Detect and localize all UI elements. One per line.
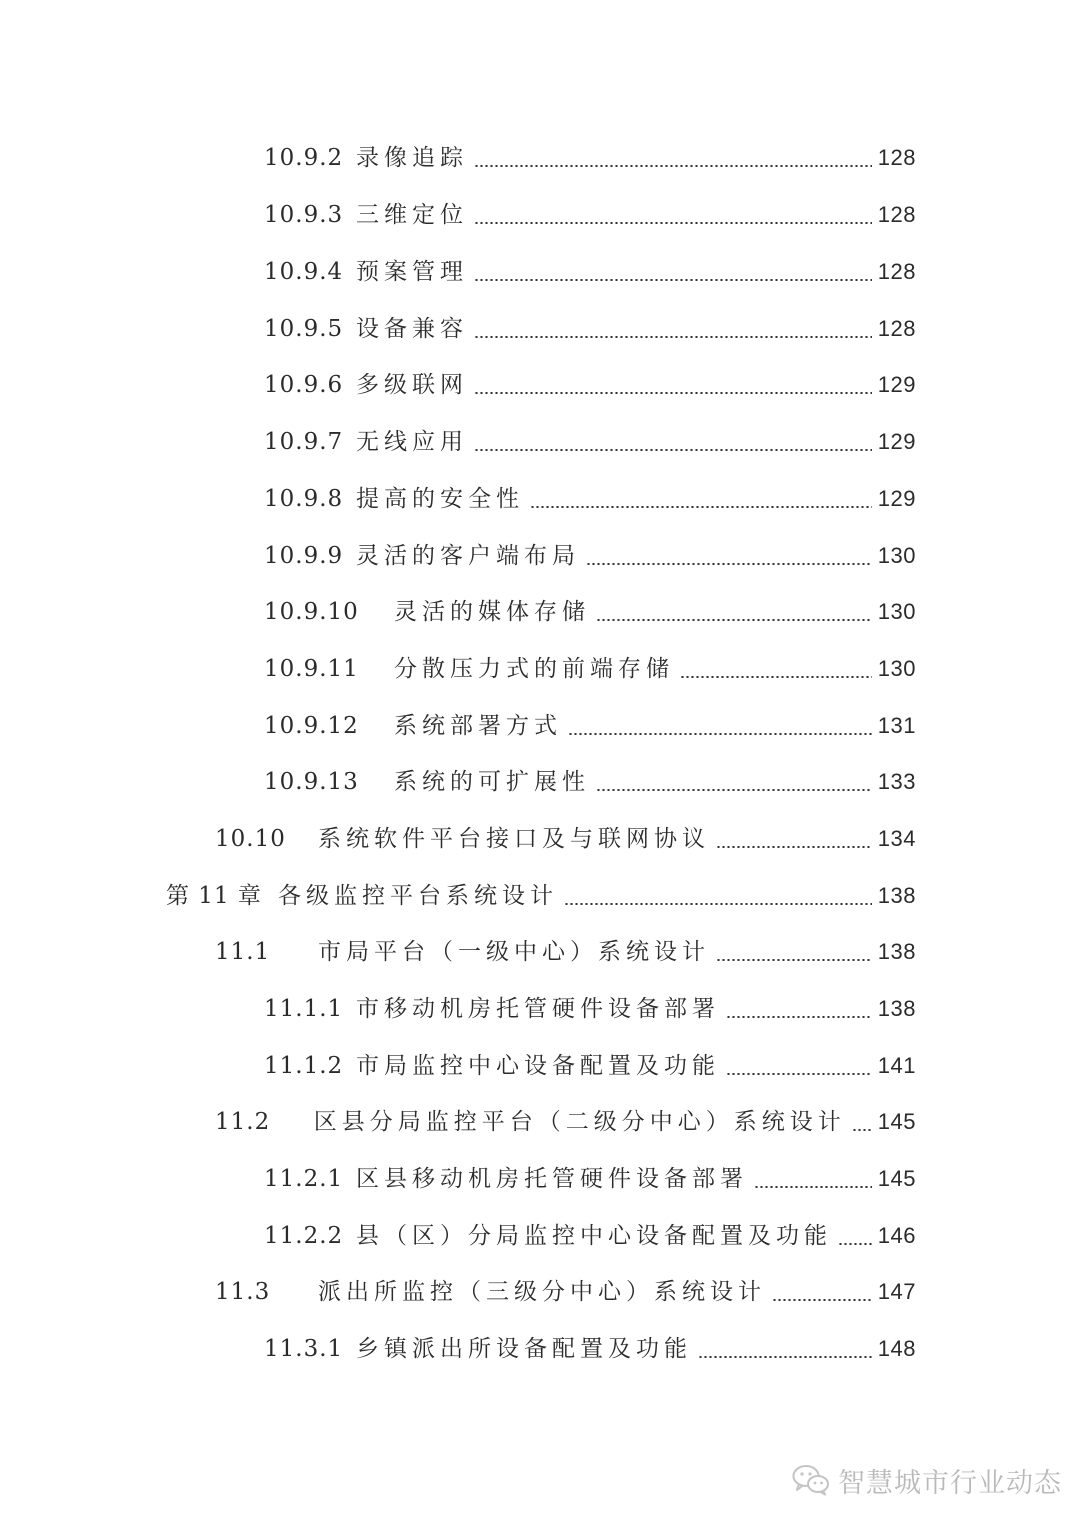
toc-entry-number: 10.9.8 — [264, 486, 344, 512]
toc-entry-title: 市移动机房托管硬件设备部署 — [356, 996, 720, 1022]
toc-entry-10-9-3[interactable] — [264, 195, 916, 235]
toc-entry-title: 灵活的客户端布局 — [356, 543, 580, 569]
dot-leader — [772, 1299, 872, 1301]
dot-leader — [564, 903, 872, 905]
toc-entry-page: 134 — [877, 826, 916, 851]
toc-entry-number: 10.9.12 — [264, 713, 359, 739]
dot-leader — [716, 959, 872, 961]
toc-entry-page: 130 — [877, 656, 916, 681]
dot-leader — [716, 846, 872, 848]
toc-entry-11-3[interactable] — [215, 1272, 916, 1312]
toc-entry-title: 设备兼容 — [356, 316, 468, 342]
toc-entry-11-1-2[interactable] — [264, 1046, 916, 1086]
toc-entry-10-9-4[interactable] — [264, 252, 916, 292]
toc-entry-10-9-5[interactable] — [264, 309, 916, 349]
toc-entry-10-9-11[interactable] — [264, 649, 916, 689]
toc-entry-number: 10.9.6 — [264, 372, 344, 398]
toc-entry-page: 128 — [877, 259, 916, 284]
toc-entry-number: 11.3.1 — [264, 1336, 344, 1362]
toc-entry-page: 129 — [877, 429, 916, 454]
toc-entry-number: 11.1.1 — [264, 996, 344, 1022]
toc-entry-number: 11.1.2 — [264, 1053, 344, 1079]
toc-entry-page: 146 — [877, 1223, 916, 1248]
toc-entry-title: 派出所监控（三级分中心）系统设计 — [318, 1279, 766, 1305]
toc-entry-11-1[interactable] — [215, 932, 916, 972]
toc-entry-title: 系统软件平台接口及与联网协议 — [318, 826, 710, 852]
toc-entry-10-10[interactable] — [215, 819, 916, 859]
toc-entry-title: 系统部署方式 — [394, 713, 562, 739]
toc-entry-10-9-6[interactable] — [264, 365, 916, 405]
toc-entry-number: 10.9.2 — [264, 145, 344, 171]
dot-leader — [838, 1243, 872, 1245]
toc-entry-page: 148 — [877, 1336, 916, 1361]
wechat-icon — [792, 1464, 830, 1496]
toc-entry-number: 11.2 — [215, 1109, 271, 1135]
toc-entry-title: 无线应用 — [356, 429, 468, 455]
toc-entry-10-9-7[interactable] — [264, 422, 916, 462]
toc-entry-10-9-13[interactable] — [264, 762, 916, 802]
toc-entry-number: 10.9.13 — [264, 769, 359, 795]
toc-entry-11-1-1[interactable] — [264, 989, 916, 1029]
toc-entry-page: 141 — [877, 1053, 916, 1078]
toc-entry-page: 130 — [877, 543, 916, 568]
toc-entry-page: 138 — [877, 883, 916, 908]
toc-entry-title: 乡镇派出所设备配置及功能 — [356, 1336, 692, 1362]
toc-entry-10-9-10[interactable] — [264, 592, 916, 632]
dot-leader — [852, 1129, 872, 1131]
toc-entry-11-2[interactable] — [215, 1102, 916, 1142]
toc-entry-title: 各级监控平台系统设计 — [278, 883, 558, 909]
toc-entry-page: 145 — [877, 1166, 916, 1191]
toc-entry-number: 10.9.9 — [264, 543, 344, 569]
toc-entry-number: 第 11 章 — [166, 883, 262, 909]
dot-leader — [754, 1186, 872, 1188]
toc-entry-title: 区县移动机房托管硬件设备部署 — [356, 1166, 748, 1192]
dot-leader — [474, 165, 872, 167]
toc-entry-11-2-1[interactable] — [264, 1159, 916, 1199]
dot-leader — [474, 392, 872, 394]
toc-entry-10-9-8[interactable] — [264, 479, 916, 519]
toc-entry-title: 提高的安全性 — [356, 486, 524, 512]
toc-entry-number: 11.1 — [215, 939, 271, 965]
toc-entry-number: 11.2.2 — [264, 1223, 344, 1249]
dot-leader — [474, 449, 872, 451]
toc-entry-page: 128 — [877, 145, 916, 170]
toc-entry-number: 10.9.10 — [264, 599, 359, 625]
toc-entry-page: 131 — [877, 713, 916, 738]
toc-entry-title: 预案管理 — [356, 259, 468, 285]
toc-entry-title: 市局监控中心设备配置及功能 — [356, 1053, 720, 1079]
toc-entry-number: 11.2.1 — [264, 1166, 344, 1192]
toc-entry-page: 138 — [877, 939, 916, 964]
toc-entry-number: 11.3 — [215, 1279, 271, 1305]
toc-entry-title: 录像追踪 — [356, 145, 468, 171]
dot-leader — [474, 279, 872, 281]
dot-leader — [586, 563, 872, 565]
dot-leader — [596, 789, 872, 791]
toc-entry-title: 系统的可扩展性 — [394, 769, 590, 795]
toc-entry-title: 灵活的媒体存储 — [394, 599, 590, 625]
toc-entry-title: 区县分局监控平台（二级分中心）系统设计 — [313, 1109, 846, 1135]
toc-entry-number: 10.9.5 — [264, 316, 344, 342]
toc-entry-page: 128 — [877, 316, 916, 341]
toc-entry-page: 133 — [877, 769, 916, 794]
dot-leader — [474, 222, 872, 224]
toc-entry-number: 10.9.3 — [264, 202, 344, 228]
watermark-text: 智慧城市行业动态 — [838, 1467, 1062, 1499]
toc-entry-title: 县（区）分局监控中心设备配置及功能 — [356, 1223, 832, 1249]
toc-entry-10-9-9[interactable] — [264, 536, 916, 576]
dot-leader — [568, 733, 872, 735]
dot-leader — [474, 336, 872, 338]
toc-entry-page: 145 — [877, 1109, 916, 1134]
toc-entry-number: 10.9.7 — [264, 429, 344, 455]
toc-entry-11-3-1[interactable] — [264, 1329, 916, 1369]
toc-entry-page: 128 — [877, 202, 916, 227]
toc-entry-10-9-2[interactable] — [264, 138, 916, 178]
toc-entry-number: 10.9.4 — [264, 259, 344, 285]
toc-entry-number: 10.10 — [215, 826, 286, 852]
toc-entry-page: 138 — [877, 996, 916, 1021]
toc-entry-title: 分散压力式的前端存储 — [394, 656, 674, 682]
toc-entry-number: 10.9.11 — [264, 656, 359, 682]
toc-entry-title: 多级联网 — [356, 372, 468, 398]
dot-leader — [596, 619, 872, 621]
toc-entry-title: 市局平台（一级中心）系统设计 — [318, 939, 710, 965]
dot-leader — [726, 1073, 872, 1075]
toc-entry-title: 三维定位 — [356, 202, 468, 228]
toc-entry-page: 129 — [877, 486, 916, 511]
toc-entry-11-2-2[interactable] — [264, 1216, 916, 1256]
dot-leader — [698, 1356, 872, 1358]
dot-leader — [726, 1016, 872, 1018]
watermark — [792, 1456, 1062, 1504]
dot-leader — [530, 506, 872, 508]
dot-leader — [680, 676, 872, 678]
toc-entry-page: 129 — [877, 372, 916, 397]
toc-entry-page: 147 — [877, 1279, 916, 1304]
toc-entry-chapter-11[interactable] — [166, 876, 916, 916]
toc-entry-10-9-12[interactable] — [264, 706, 916, 746]
toc-entry-page: 130 — [877, 599, 916, 624]
